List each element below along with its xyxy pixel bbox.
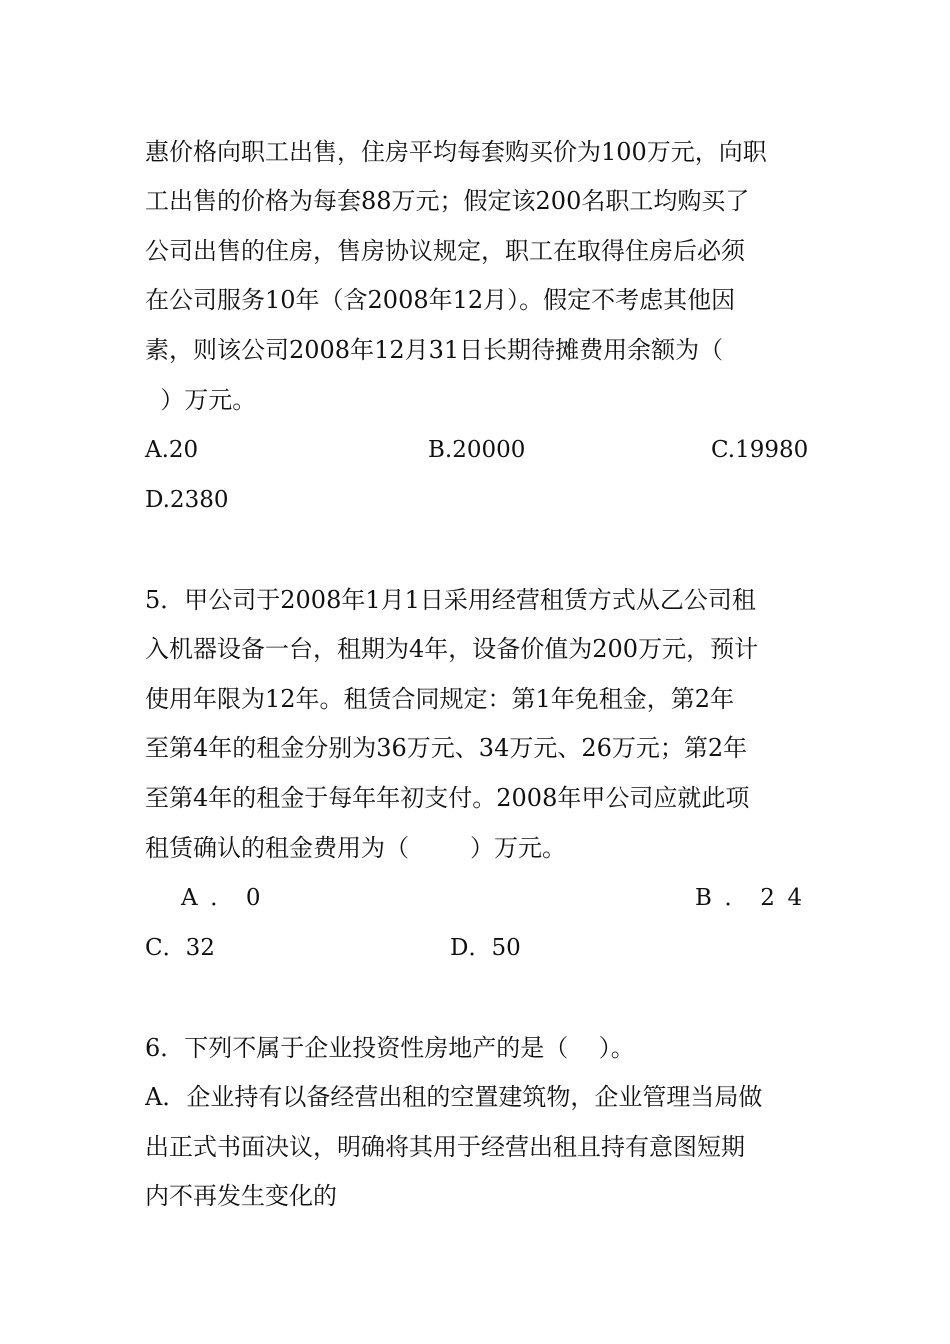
q4-line-6: ）万元。 xyxy=(145,386,257,414)
q5-line-1: 5．甲公司于2008年1月1日采用经营租赁方式从乙公司租 xyxy=(145,586,756,614)
q4-option-c: C.19980 xyxy=(711,437,809,463)
q5-option-d: D．50 xyxy=(450,935,521,961)
q5-option-a: A．0 xyxy=(181,885,274,911)
q6-option-a-line-2: 出正式书面决议，明确将其用于经营出租且持有意图短期 xyxy=(145,1133,745,1161)
q6-option-a-line-3: 内不再发生变化的 xyxy=(145,1182,337,1210)
q5-option-c: C．32 xyxy=(145,935,215,961)
q6-question: 6．下列不属于企业投资性房地产的是（ ）。 xyxy=(145,1034,635,1062)
q5-options-row-1 xyxy=(145,883,815,913)
q5-line-3: 使用年限为12年。租赁合同规定：第1年免租金，第2年 xyxy=(145,685,735,713)
q5-line-6: 租赁确认的租金费用为（ ）万元。 xyxy=(145,834,567,862)
q4-line-1: 惠价格向职工出售，住房平均每套购买价为100万元，向职 xyxy=(145,138,767,166)
q4-line-2: 工出售的价格为每套88万元；假定该200名职工均购买了 xyxy=(145,187,750,215)
q4-line-4: 在公司服务10年（含2008年12月）。假定不考虑其他因 xyxy=(145,286,736,314)
q4-line-3: 公司出售的住房，售房协议规定，职工在取得住房后必须 xyxy=(145,237,745,265)
q5-line-4: 至第4年的租金分别为36万元、34万元、26万元；第2年 xyxy=(145,734,748,762)
q4-option-b: B.20000 xyxy=(428,437,526,463)
q6-option-a-line-1: A．企业持有以备经营出租的空置建筑物，企业管理当局做 xyxy=(145,1083,763,1111)
q5-option-b: B．24 xyxy=(695,885,815,911)
q5-line-5: 至第4年的租金于每年年初支付。2008年甲公司应就此项 xyxy=(145,784,750,812)
q4-option-a: A.20 xyxy=(145,437,199,463)
q4-option-d: D.2380 xyxy=(145,487,229,513)
q4-options-row-2 xyxy=(145,485,807,515)
q4-line-5: 素，则该公司2008年12月31日长期待摊费用余额为（ xyxy=(145,336,724,364)
q4-options-row-1 xyxy=(145,435,807,465)
q5-line-2: 入机器设备一台，租期为4年，设备价值为200万元，预计 xyxy=(145,635,759,663)
q5-options-row-2 xyxy=(145,933,807,963)
